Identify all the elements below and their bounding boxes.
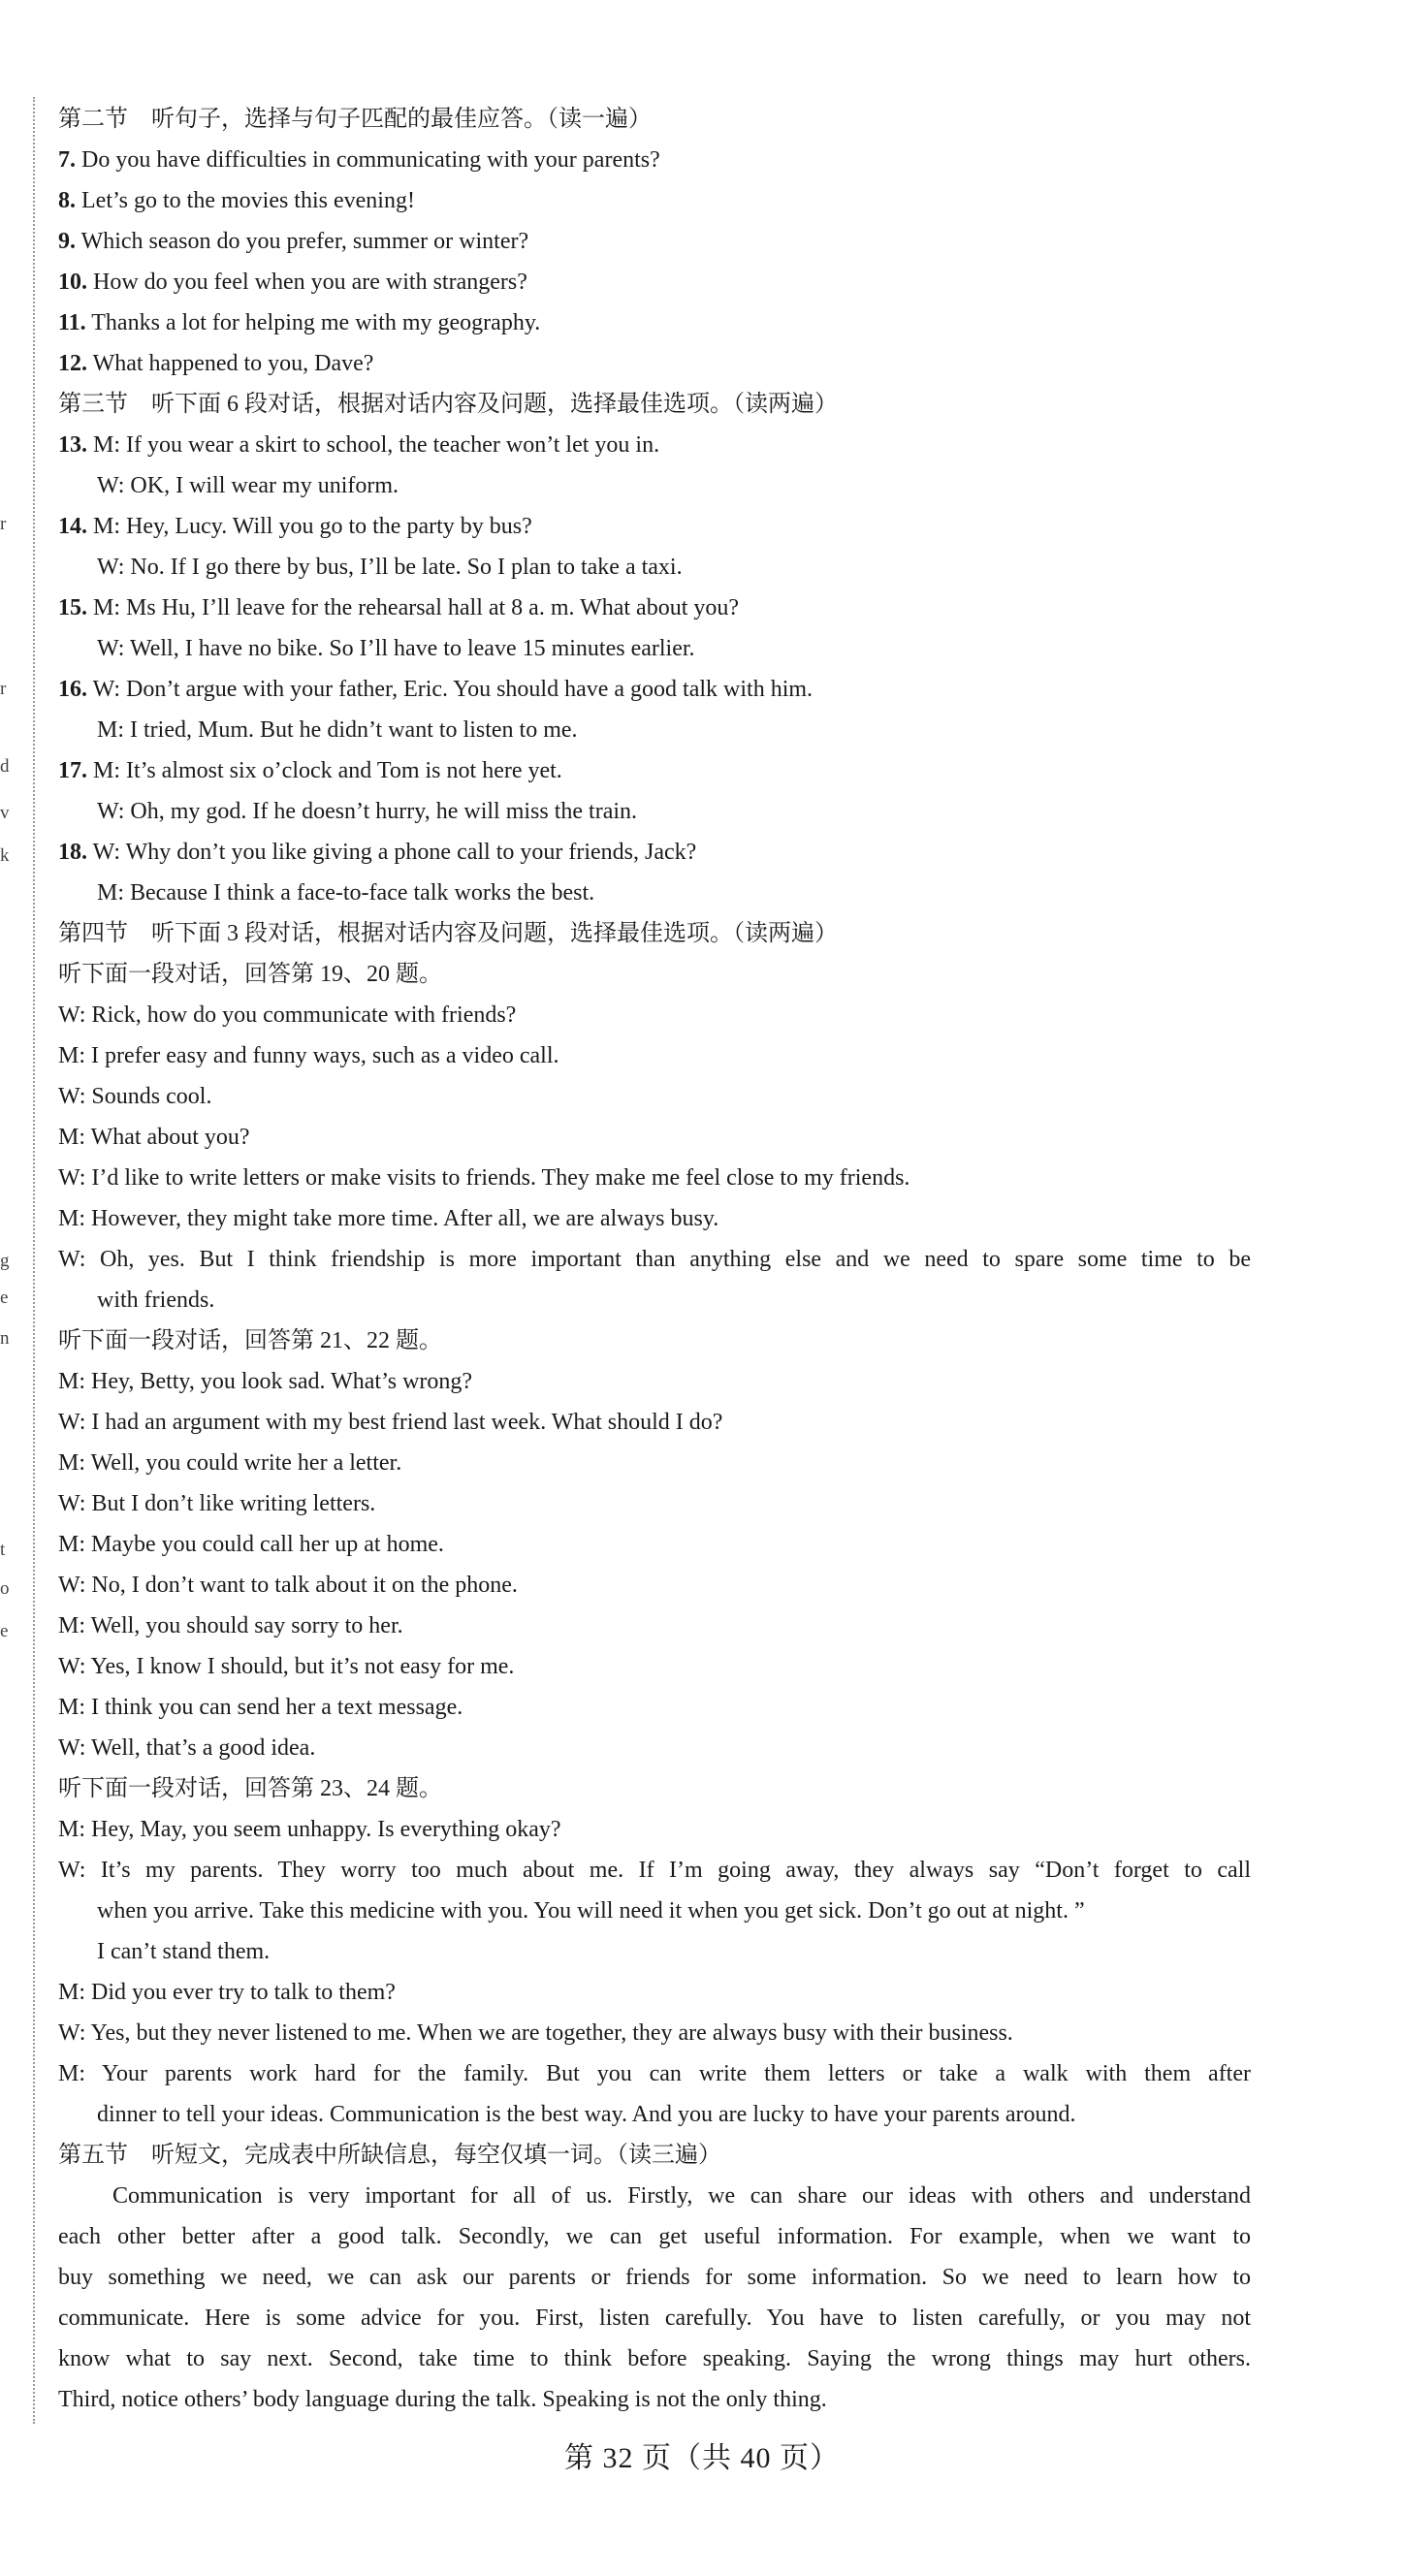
text-line xyxy=(58,302,1251,343)
text-line xyxy=(58,913,1251,954)
text-line xyxy=(58,1402,1251,1443)
text-line xyxy=(58,1728,1251,1768)
line-text: Communication is very important for all of us. Firstly, we can share our ideas with others and understand xyxy=(112,2183,1251,2209)
text-line xyxy=(58,2135,1251,2176)
question-number: 17. xyxy=(58,758,87,783)
text-line xyxy=(58,1361,1251,1402)
line-text: I can’t stand them. xyxy=(97,1939,271,1964)
transcript-content xyxy=(58,99,1251,2420)
edge-letter: r xyxy=(0,514,7,534)
line-text: M: If you wear a skirt to school, the teacher won’t let you in. xyxy=(87,432,660,458)
text-line xyxy=(58,506,1251,547)
text-line xyxy=(58,465,1251,506)
line-text: when you arrive. Take this medicine with you. You will need it when you get sick. Don’t go out at night. ” xyxy=(97,1898,1085,1924)
text-line xyxy=(58,1565,1251,1606)
text-line xyxy=(58,1931,1251,1972)
line-text: How do you feel when you are with strangers? xyxy=(87,270,527,295)
text-line xyxy=(58,140,1251,180)
edge-letter: o xyxy=(0,1578,10,1599)
text-line xyxy=(58,99,1251,140)
text-line xyxy=(58,547,1251,588)
page-footer: 第 32 页（共 40 页） xyxy=(564,2442,840,2474)
text-line xyxy=(58,1198,1251,1239)
text-line xyxy=(58,221,1251,262)
text-line xyxy=(58,710,1251,750)
text-line xyxy=(58,873,1251,913)
text-line xyxy=(58,262,1251,302)
text-line xyxy=(58,1606,1251,1646)
line-text: W: I had an argument with my best friend last week. What should I do? xyxy=(58,1410,723,1435)
line-text: W: OK, I will wear my uniform. xyxy=(97,473,399,498)
text-line xyxy=(58,832,1251,873)
edge-letter: e xyxy=(0,1288,9,1308)
line-text: dinner to tell your ideas. Communication is the best way. And you are lucky to have your parents around. xyxy=(97,2102,1076,2127)
text-line xyxy=(58,1035,1251,1076)
line-text: Thanks a lot for helping me with my geography. xyxy=(85,310,541,335)
text-line xyxy=(58,343,1251,384)
edge-letter: e xyxy=(0,1621,9,1641)
line-text: with friends. xyxy=(97,1288,215,1313)
edge-letter: d xyxy=(0,756,10,777)
line-text: M: Hey, Betty, you look sad. What’s wrong? xyxy=(58,1369,473,1394)
text-line xyxy=(58,2013,1251,2053)
edge-letter: r xyxy=(0,679,7,699)
question-number: 18. xyxy=(58,840,87,865)
line-text: 第四节 听下面 3 段对话，根据对话内容及问题，选择最佳选项。（读两遍） xyxy=(58,921,838,946)
edge-letter: t xyxy=(0,1540,6,1560)
question-number: 8. xyxy=(58,188,76,213)
text-line xyxy=(58,2379,1251,2420)
line-text: 第五节 听短文，完成表中所缺信息，每空仅填一词。（读三遍） xyxy=(58,2143,721,2168)
text-line xyxy=(58,2176,1251,2216)
text-line xyxy=(58,588,1251,628)
text-line xyxy=(58,791,1251,832)
edge-letter: v xyxy=(0,803,10,823)
line-text: M: Your parents work hard for the family. But you can write them letters or take a walk with them after xyxy=(58,2061,1251,2086)
line-text: communicate. Here is some advice for you. First, listen carefully. You have to listen carefully, or you may not xyxy=(58,2306,1251,2331)
line-text: M: I think you can send her a text message. xyxy=(58,1695,463,1720)
text-line xyxy=(58,2216,1251,2257)
line-text: W: Oh, yes. But I think friendship is more important than anything else and we need to spare some time to be xyxy=(58,1247,1251,1272)
question-number: 11. xyxy=(58,310,86,335)
question-number: 9. xyxy=(58,229,76,254)
line-text: buy something we need, we can ask our parents or friends for some information. So we need to learn how to xyxy=(58,2265,1251,2290)
text-line xyxy=(58,1891,1251,1931)
text-line xyxy=(58,1972,1251,2013)
line-text: W: Oh, my god. If he doesn’t hurry, he will miss the train. xyxy=(97,799,638,824)
text-line xyxy=(58,384,1251,425)
line-text: Which season do you prefer, summer or winter? xyxy=(76,229,529,254)
question-number: 13. xyxy=(58,432,87,458)
line-text: 听下面一段对话，回答第 19、20 题。 xyxy=(58,962,442,987)
text-line xyxy=(58,1809,1251,1850)
text-line xyxy=(58,1076,1251,1117)
text-line xyxy=(58,1443,1251,1483)
line-text: M: I tried, Mum. But he didn’t want to listen to me. xyxy=(97,717,578,743)
text-line xyxy=(58,2094,1251,2135)
line-text: What happened to you, Dave? xyxy=(87,351,374,376)
text-line xyxy=(58,2298,1251,2338)
edge-letter: n xyxy=(0,1328,10,1349)
text-line xyxy=(58,425,1251,465)
line-text: W: Yes, I know I should, but it’s not easy for me. xyxy=(58,1654,515,1679)
line-text: M: Because I think a face-to-face talk works the best. xyxy=(97,880,595,906)
text-line xyxy=(58,180,1251,221)
line-text: W: No, I don’t want to talk about it on the phone. xyxy=(58,1573,518,1598)
line-text: W: Rick, how do you communicate with friends? xyxy=(58,1002,517,1028)
edge-letter: g xyxy=(0,1251,10,1271)
line-text: M: Maybe you could call her up at home. xyxy=(58,1532,444,1557)
text-line xyxy=(58,954,1251,995)
line-text: M: I prefer easy and funny ways, such as a video call. xyxy=(58,1043,559,1068)
line-text: 听下面一段对话，回答第 23、24 题。 xyxy=(58,1776,442,1801)
text-line xyxy=(58,1117,1251,1158)
line-text: W: Why don’t you like giving a phone call to your friends, Jack? xyxy=(87,840,697,865)
text-line xyxy=(58,1280,1251,1320)
line-text: 第二节 听句子，选择与句子匹配的最佳应答。（读一遍） xyxy=(58,107,652,132)
question-number: 7. xyxy=(58,147,76,173)
line-text: W: Sounds cool. xyxy=(58,1084,212,1109)
text-line xyxy=(58,1158,1251,1198)
question-number: 12. xyxy=(58,351,87,376)
line-text: M: Hey, May, you seem unhappy. Is everything okay? xyxy=(58,1817,561,1842)
line-text: W: I’d like to write letters or make visits to friends. They make me feel close to my friends. xyxy=(58,1165,910,1191)
text-line xyxy=(58,1850,1251,1891)
line-text: Do you have difficulties in communicating with your parents? xyxy=(76,147,660,173)
binding-dotted-line xyxy=(33,97,35,2424)
line-text: 听下面一段对话，回答第 21、22 题。 xyxy=(58,1328,442,1353)
line-text: W: Yes, but they never listened to me. When we are together, they are always busy with their business. xyxy=(58,2020,1013,2046)
text-line xyxy=(58,669,1251,710)
line-text: M: Did you ever try to talk to them? xyxy=(58,1980,396,2005)
line-text: M: Hey, Lucy. Will you go to the party by bus? xyxy=(87,514,532,539)
text-line xyxy=(58,628,1251,669)
line-text: know what to say next. Second, take time to think before speaking. Saying the wrong things may hurt others. xyxy=(58,2346,1251,2371)
left-edge-cut-letters xyxy=(0,0,16,2576)
text-line xyxy=(58,2053,1251,2094)
text-line xyxy=(58,750,1251,791)
text-line xyxy=(58,995,1251,1035)
text-line xyxy=(58,1320,1251,1361)
line-text: W: Well, that’s a good idea. xyxy=(58,1735,316,1761)
line-text: W: Well, I have no bike. So I’ll have to leave 15 minutes earlier. xyxy=(97,636,695,661)
question-number: 15. xyxy=(58,595,87,620)
text-line xyxy=(58,1483,1251,1524)
line-text: M: However, they might take more time. After all, we are always busy. xyxy=(58,1206,719,1231)
text-line xyxy=(58,2257,1251,2298)
question-number: 14. xyxy=(58,514,87,539)
text-line xyxy=(58,1646,1251,1687)
question-number: 10. xyxy=(58,270,87,295)
line-text: M: It’s almost six o’clock and Tom is not here yet. xyxy=(87,758,562,783)
text-line xyxy=(58,1524,1251,1565)
edge-letter: k xyxy=(0,845,10,866)
text-line xyxy=(58,1768,1251,1809)
line-text: M: Well, you should say sorry to her. xyxy=(58,1613,403,1638)
text-line xyxy=(58,1687,1251,1728)
line-text: Third, notice others’ body language during the talk. Speaking is not the only thing. xyxy=(58,2387,827,2412)
text-line xyxy=(58,2338,1251,2379)
line-text: W: It’s my parents. They worry too much about me. If I’m going away, they always say “Don’t forget to call xyxy=(58,1858,1251,1883)
line-text: 第三节 听下面 6 段对话，根据对话内容及问题，选择最佳选项。（读两遍） xyxy=(58,392,838,417)
question-number: 16. xyxy=(58,677,87,702)
line-text: M: What about you? xyxy=(58,1125,250,1150)
line-text: W: No. If I go there by bus, I’ll be late. So I plan to take a taxi. xyxy=(97,555,683,580)
line-text: each other better after a good talk. Secondly, we can get useful information. For example, when we want to xyxy=(58,2224,1251,2249)
line-text: W: But I don’t like writing letters. xyxy=(58,1491,376,1516)
line-text: M: Ms Hu, I’ll leave for the rehearsal hall at 8 a. m. What about you? xyxy=(87,595,740,620)
line-text: W: Don’t argue with your father, Eric. You should have a good talk with him. xyxy=(87,677,814,702)
line-text: M: Well, you could write her a letter. xyxy=(58,1450,402,1476)
line-text: Let’s go to the movies this evening! xyxy=(76,188,415,213)
text-line xyxy=(58,1239,1251,1280)
